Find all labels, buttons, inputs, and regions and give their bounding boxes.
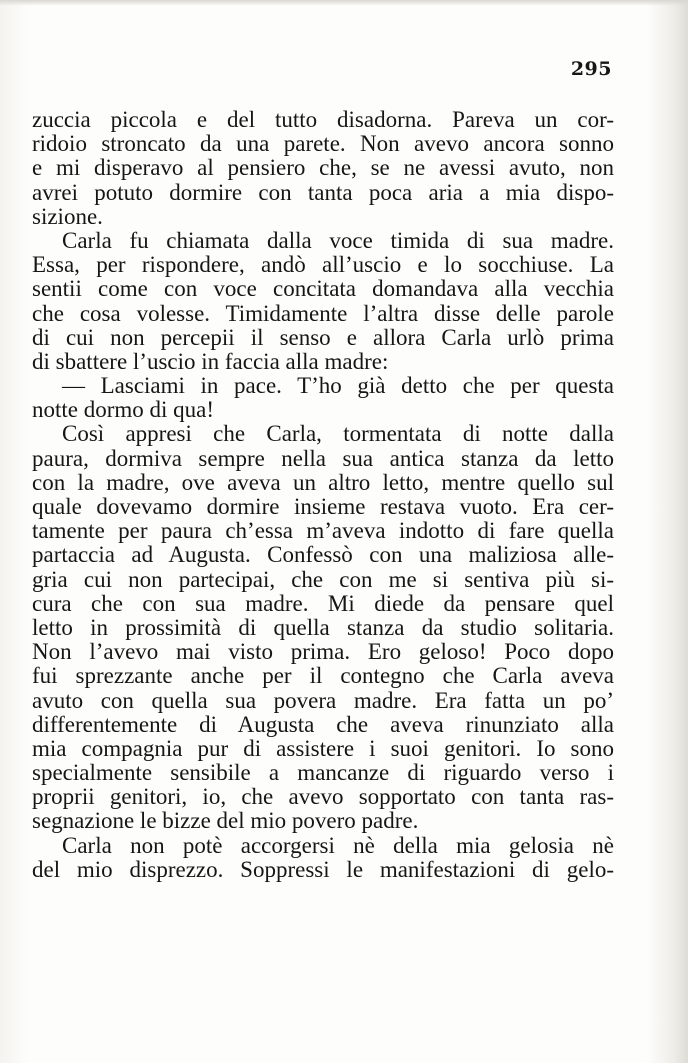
text-line: specialmente sensibile a mancanze di riguardo verso i — [32, 760, 614, 786]
text-line: segnazione le bizze del mio povero padre. — [32, 808, 419, 834]
text-line: che cosa volesse. Timidamente l’altra disse delle parole — [32, 300, 614, 326]
text-line: gria cui non partecipai, che con me si sentiva più si- — [32, 566, 614, 592]
text-line: zuccia piccola e del tutto disadorna. Pareva un cor- — [32, 107, 614, 132]
text-line: avrei potuto dormire con tanta poca aria a mia dispo- — [32, 179, 614, 205]
text-line: quale dovevamo dormire insieme restava vuoto. Era cer- — [32, 494, 614, 519]
body-text — [32, 108, 614, 882]
text-line: fui sprezzante anche per il contegno che Carla aveva — [32, 663, 614, 689]
text-line: del mio disprezzo. Soppressi le manifestazioni di gelo- — [32, 856, 614, 882]
text-line: avuto con quella sua povera madre. Era fatta un po’ — [32, 687, 614, 713]
text-line: letto in prossimità di quella stanza da studio solitaria. — [32, 614, 614, 640]
text-line: di sbattere l’uscio in faccia alla madre: — [32, 348, 389, 374]
text-line: Essa, per rispondere, andò all’uscio e lo socchiuse. La — [32, 252, 614, 278]
text-line: proprii genitori, io, che avevo sopportato con tanta ras- — [32, 784, 614, 810]
text-line: cura che con sua madre. Mi diede da pensare quel — [32, 590, 614, 616]
text-line: differentemente di Augusta che aveva rinunziato alla — [32, 711, 614, 737]
text-line: mia compagnia pur di assistere i suoi genitori. Io sono — [32, 735, 614, 761]
text-line: sizione. — [32, 203, 103, 229]
page-number: 295 — [570, 58, 612, 80]
text-line: Carla non potè accorgersi nè della mia gelosia nè — [62, 832, 614, 858]
text-line: notte dormo di qua! — [32, 397, 215, 423]
text-line: paura, dormiva sempre nella sua antica stanza da letto — [32, 445, 614, 471]
text-line: sentii come con voce concitata domandava alla vecchia — [32, 276, 614, 302]
text-line: tamente per paura ch’essa m’aveva indotto di fare quella — [32, 518, 614, 544]
text-line: e mi disperavo al pensiero che, se ne avessi avuto, non — [32, 155, 614, 181]
text-line: ridoio stroncato da una parete. Non avevo ancora sonno — [32, 131, 614, 157]
text-line: di cui non percepii il senso e allora Carla urlò prima — [32, 324, 614, 350]
page-top-edge — [0, 0, 688, 6]
text-line: — Lasciami in pace. T’ho già detto che per questa — [62, 373, 614, 399]
text-line: Non l’avevo mai visto prima. Ero geloso! Poco dopo — [32, 639, 614, 665]
text-line: con la madre, ove aveva un altro letto, mentre quello sul — [32, 469, 614, 495]
text-line: Carla fu chiamata dalla voce timida di sua madre. — [62, 227, 614, 253]
text-line: partaccia ad Augusta. Confessò con una maliziosa alle- — [32, 542, 614, 568]
text-line: Così appresi che Carla, tormentata di notte dalla — [62, 421, 614, 447]
